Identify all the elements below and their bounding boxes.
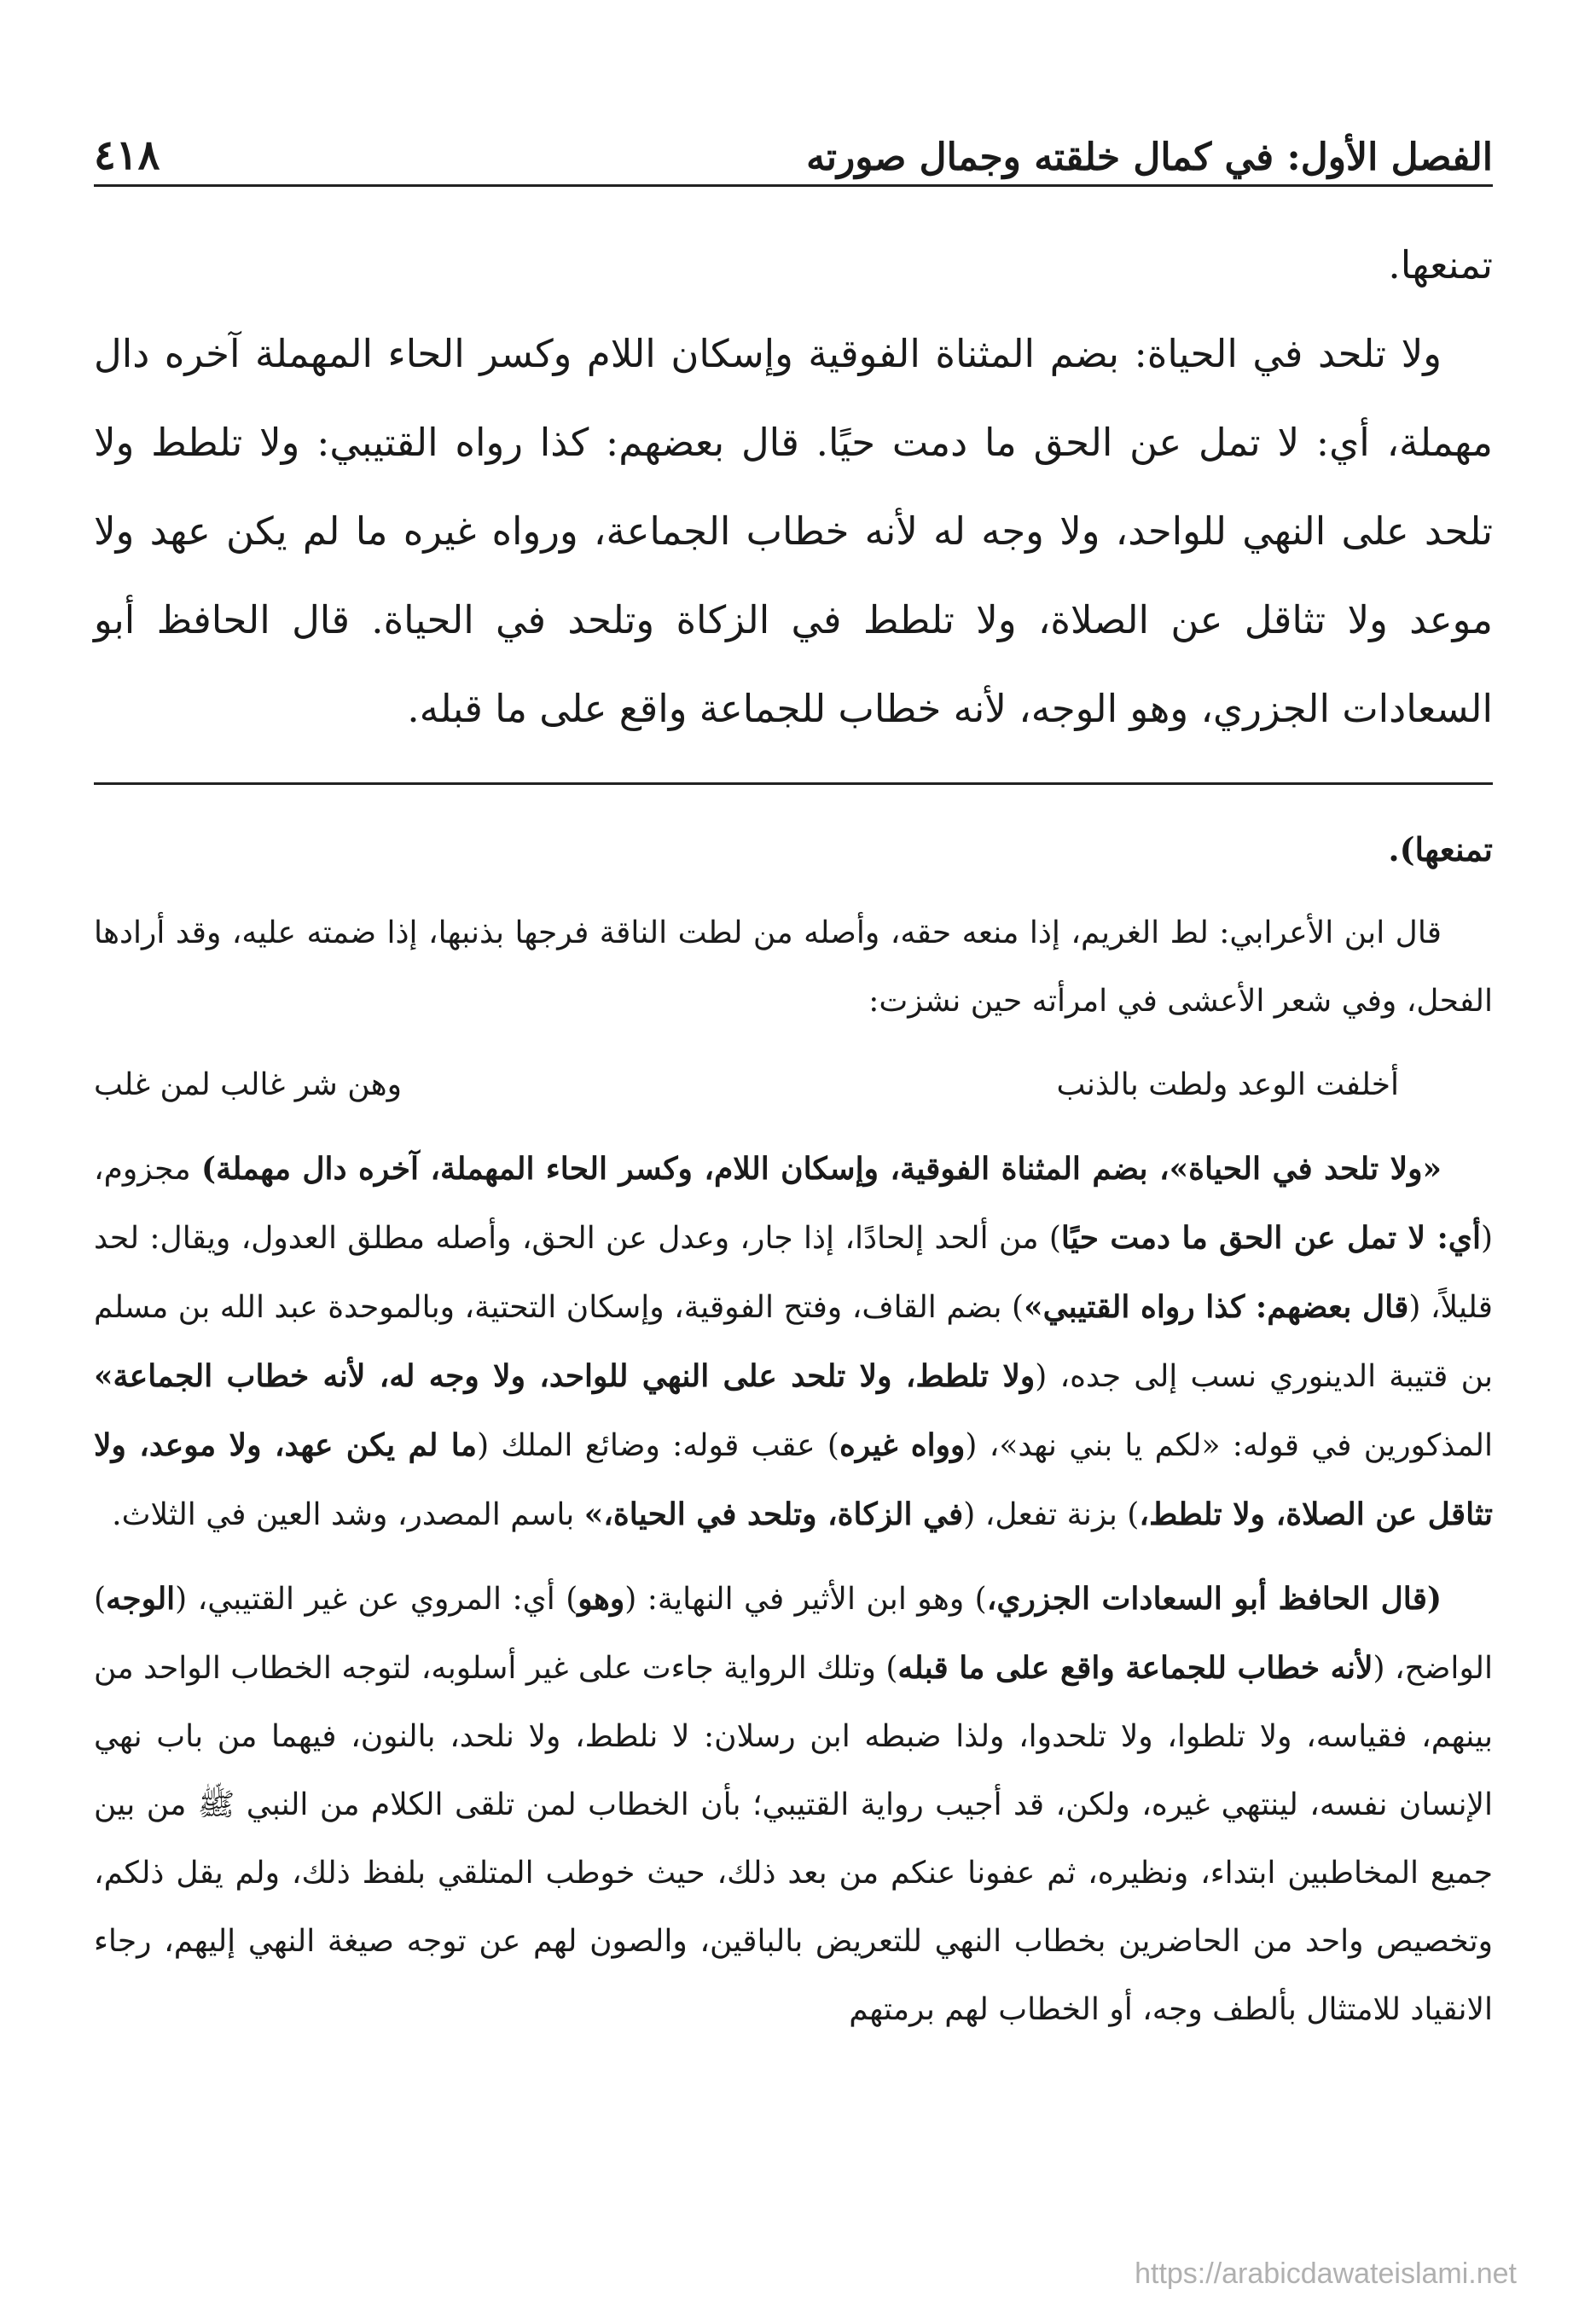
quote-segment: (قال الحافظ أبو السعادات الجزري، — [986, 1581, 1442, 1617]
gloss-segment: المذكورين في قوله: «لكم يا بني نهد»، ( — [965, 1428, 1493, 1463]
gloss-segment: ) الواضح، ( — [94, 1582, 1494, 1686]
commentary — [94, 816, 1493, 2044]
site-watermark: https://arabicdawateislami.net — [1135, 2257, 1517, 2290]
header-rule — [94, 184, 1493, 187]
gloss-segment: مجزوم، ( — [94, 1152, 1493, 1256]
book-page — [94, 102, 1493, 2060]
commentary-lead: تمنعها). — [1388, 830, 1493, 869]
page-number: ٤١٨ — [94, 131, 160, 179]
gloss-segment: ) من ألحد إلحادًا، إذا جار، وعدل عن الحق، وأصله مطلق العدول، ويقال: لحد قليلاً، ( — [94, 1221, 1493, 1325]
poetry-verse — [94, 1051, 1493, 1119]
quote-segment: ما لم يكن عهد، ولا موعد، ولا تثاقل عن الصلاة، ولا تلطط، — [94, 1427, 1493, 1532]
gloss-segment: ) وهو ابن الأثير في النهاية: ( — [624, 1582, 987, 1617]
main-paragraph: ولا تلحد في الحياة: بضم المثناة الفوقية وإسكان اللام وكسر الحاء المهملة آخره دال مهملة، أي: لا تمل عن الحق ما دمت حيًا. قال بعضهم: كذا رواه القتيبي: ولا تلطط ولا تلحد على النهي للواحد، ولا وجه له لأنه خطاب الجماعة، ورواه غيره ما لم يكن عهد ولا موعد ولا تثاقل عن الصلاة، ولا تلطط في الزكاة وتلحد في الحياة. قال الحافظ أبو السعادات الجزري، وهو الوجه، لأنه خطاب للجماعة واقع على ما قبله. — [94, 331, 1493, 731]
page-header — [94, 102, 1493, 179]
quote-segment: لأنه خطاب للجماعة واقع على ما قبله — [897, 1650, 1373, 1686]
verse-second-hemistich: وهن شر غالب لمن غلب — [94, 1067, 402, 1102]
commentary-paragraph-2 — [94, 1135, 1493, 1549]
main-opening: تمنعها. — [1388, 242, 1493, 288]
gloss-segment: ) عقب قوله: وضائع الملك ( — [477, 1428, 839, 1463]
quote-segment: «ولا تلحد في الحياة»، بضم المثناة الفوقية، وإسكان اللام، وكسر الحاء المهملة، آخره دال مهملة) — [201, 1151, 1442, 1187]
quote-segment: ولا تلطط، ولا تلحد على النهي للواحد، ولا وجه له، لأنه خطاب الجماعة» — [94, 1358, 1036, 1394]
quote-segment: وهو — [578, 1581, 625, 1617]
quote-segment: قال بعضهم: كذا رواه القتيبي» — [1024, 1289, 1409, 1325]
main-text — [94, 221, 1493, 753]
gloss-segment: ) وتلك الرواية جاءت على غير أسلوبه، لتوجه الخطاب الواحد من بينهم، فقياسه، ولا تلطوا، ولا تلحدوا، ولذا ضبطه ابن رسلان: لا نلطط، ولا نلحد، بالنون، فيهما من باب نهي الإنسان نفسه، لينتهي غيره، ولكن، قد أجيب رواية القتيبي؛ بأن الخطاب لمن تلقى الكلام من النبي ﷺ من بين جميع المخاطبين ابتداء، ونظيره، ثم عفونا عنكم من بعد ذلك، حيث خوطب المتلقي بلفظ ذلك، ولم يقل ذلكم، وتخصيص واحد من الحاضرين بخطاب النهي للتعريض بالباقين، والصون لهم عن توجه صيغة النهي إليهم، رجاء الانقياد للامتثال بألطف وجه، أو الخطاب لهم برمتهم — [94, 1651, 1493, 2027]
quote-segment: الوجه — [106, 1581, 176, 1617]
section-separator — [94, 782, 1493, 785]
chapter-title: الفصل الأول: في كمال خلقته وجمال صورته — [806, 136, 1493, 179]
commentary-paragraph-3 — [94, 1565, 1493, 2044]
verse-first-hemistich: أخلفت الوعد ولطت بالذنب — [1056, 1067, 1399, 1102]
gloss-segment: باسم المصدر، وشد العين في الثلاث. — [112, 1497, 584, 1532]
quote-segment: وواه غيره — [839, 1427, 966, 1463]
commentary-paragraph-1: قال ابن الأعرابي: لط الغريم، إذا منعه حقه، وأصله من لطت الناقة فرجها بذنبها، إذا ضمته عليه، وقد أرادها الفحل، وفي شعر الأعشى في امرأته حين نشزت: — [94, 915, 1493, 1019]
gloss-segment: ) بضم القاف، وفتح الفوقية، وإسكان التحتية، وبالموحدة عبد الله بن مسلم بن قتيبة الدينوري نسب إلى جده، ( — [94, 1290, 1493, 1394]
gloss-segment: ) بزنة تفعل، ( — [963, 1497, 1140, 1532]
gloss-segment: ) أي: المروي عن غير القتيبي، ( — [175, 1582, 578, 1617]
quote-segment: أي: لا تمل عن الحق ما دمت حيًا — [1060, 1220, 1481, 1256]
quote-segment: في الزكاة، وتلحد في الحياة،» — [583, 1496, 964, 1532]
